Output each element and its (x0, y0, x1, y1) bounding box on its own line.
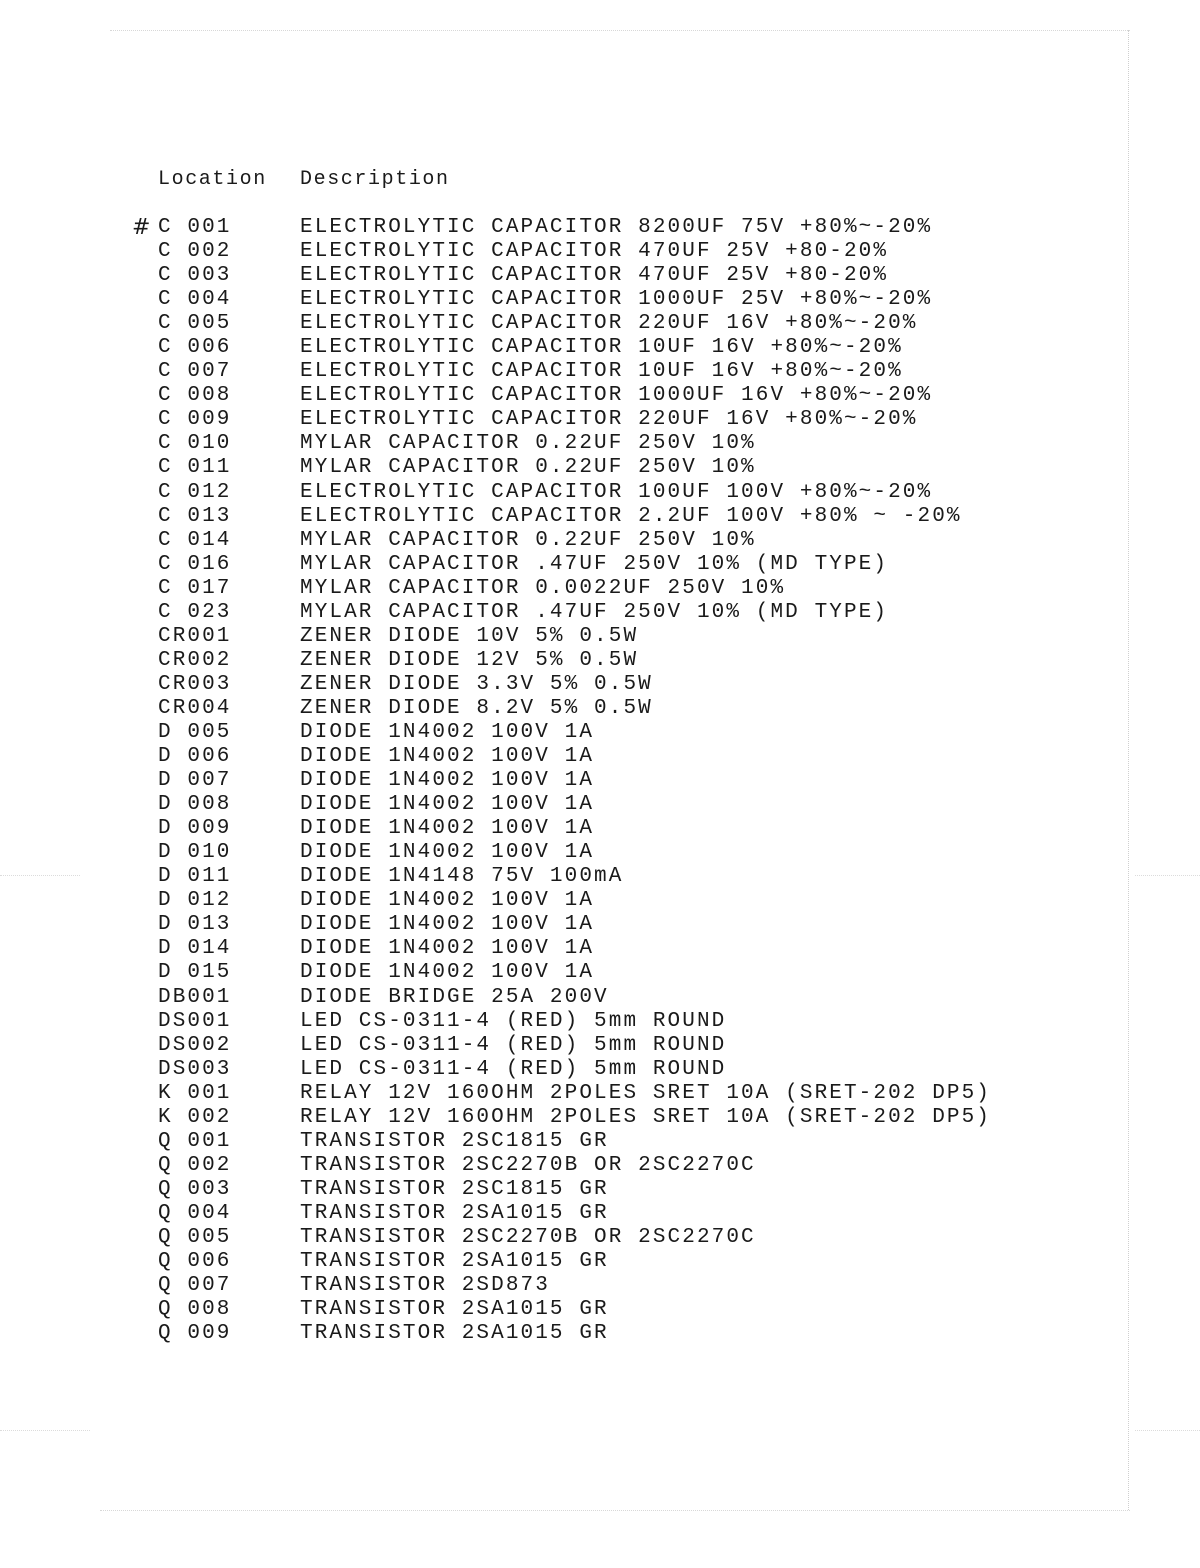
list-item (128, 649, 1128, 673)
part-location: D 010 (158, 841, 232, 865)
part-description: DIODE BRIDGE 25A 200V (300, 985, 609, 1009)
part-location: DB001 (158, 985, 232, 1009)
list-item (128, 1034, 1128, 1058)
part-location: Q 008 (158, 1298, 232, 1322)
part-location: C 010 (158, 432, 232, 456)
part-description: ELECTROLYTIC CAPACITOR 1000UF 16V +80%~-20% (300, 384, 933, 408)
scan-artifact-right (1135, 875, 1200, 876)
list-item (128, 841, 1128, 865)
part-description: ELECTROLYTIC CAPACITOR 2.2UF 100V +80% ~ -20% (300, 504, 962, 528)
part-description: MYLAR CAPACITOR 0.22UF 250V 10% (300, 432, 756, 456)
list-item (128, 769, 1128, 793)
part-description: TRANSISTOR 2SD873 (300, 1274, 550, 1298)
list-item (128, 745, 1128, 769)
scan-edge-top (110, 30, 1130, 31)
part-description: DIODE 1N4002 100V 1A (300, 793, 595, 817)
part-location: CR001 (158, 624, 232, 648)
part-location: DS002 (158, 1033, 232, 1057)
list-item (128, 793, 1128, 817)
list-item (128, 697, 1128, 721)
part-description: DIODE 1N4002 100V 1A (300, 889, 595, 913)
part-description: ELECTROLYTIC CAPACITOR 1000UF 25V +80%~-20% (300, 288, 933, 312)
part-description: DIODE 1N4002 100V 1A (300, 841, 595, 865)
part-description: ZENER DIODE 12V 5% 0.5W (300, 648, 639, 672)
list-item (128, 625, 1128, 649)
list-item (128, 1274, 1128, 1298)
part-location: D 009 (158, 817, 232, 841)
part-description: TRANSISTOR 2SC2270B OR 2SC2270C (300, 1153, 756, 1177)
part-location: Q 007 (158, 1274, 232, 1298)
part-location: CR002 (158, 648, 232, 672)
part-description: ELECTROLYTIC CAPACITOR 220UF 16V +80%~-20% (300, 408, 918, 432)
list-item (128, 1154, 1128, 1178)
scan-edge-bottom (100, 1510, 1130, 1511)
part-location: C 003 (158, 264, 232, 288)
part-location: C 016 (158, 552, 232, 576)
part-location: D 013 (158, 913, 232, 937)
scan-artifact-left (0, 1430, 90, 1431)
list-item (128, 1322, 1128, 1346)
part-description: TRANSISTOR 2SA1015 GR (300, 1322, 609, 1346)
part-description: ELECTROLYTIC CAPACITOR 10UF 16V +80%~-20% (300, 360, 903, 384)
parts-list (128, 216, 1128, 1346)
part-location: DS001 (158, 1009, 232, 1033)
part-location: Q 006 (158, 1250, 232, 1274)
part-location: C 005 (158, 312, 232, 336)
part-description: LED CS-0311-4 (RED) 5mm ROUND (300, 1009, 727, 1033)
part-location: D 011 (158, 865, 232, 889)
part-description: MYLAR CAPACITOR .47UF 250V 10% (MD TYPE) (300, 552, 889, 576)
part-location: K 001 (158, 1081, 232, 1105)
list-item (128, 360, 1128, 384)
part-description: LED CS-0311-4 (RED) 5mm ROUND (300, 1033, 727, 1057)
part-location: CR004 (158, 696, 232, 720)
part-location: Q 004 (158, 1201, 232, 1225)
part-location: C 023 (158, 600, 232, 624)
list-item (128, 312, 1128, 336)
list-item (128, 817, 1128, 841)
part-location: DS003 (158, 1057, 232, 1081)
part-location: D 008 (158, 793, 232, 817)
location-column-header: Location (158, 168, 267, 191)
list-item (128, 553, 1128, 577)
part-description: DIODE 1N4002 100V 1A (300, 769, 595, 793)
list-item (128, 1010, 1128, 1034)
list-item (128, 505, 1128, 529)
part-description: DIODE 1N4002 100V 1A (300, 913, 595, 937)
part-location: D 014 (158, 937, 232, 961)
list-item (128, 1058, 1128, 1082)
list-item (128, 986, 1128, 1010)
part-description: ZENER DIODE 8.2V 5% 0.5W (300, 696, 653, 720)
list-item (128, 721, 1128, 745)
list-item (128, 384, 1128, 408)
part-location: C 006 (158, 336, 232, 360)
part-description: ELECTROLYTIC CAPACITOR 8200UF 75V +80%~-20% (300, 216, 933, 239)
part-location: C 017 (158, 576, 232, 600)
part-description: DIODE 1N4002 100V 1A (300, 817, 595, 841)
part-description: TRANSISTOR 2SA1015 GR (300, 1250, 609, 1274)
scan-edge-right (1128, 30, 1129, 1510)
list-item (128, 432, 1128, 456)
part-location: D 007 (158, 769, 232, 793)
list-item (128, 529, 1128, 553)
list-item (128, 577, 1128, 601)
part-description: ELECTROLYTIC CAPACITOR 470UF 25V +80-20% (300, 240, 889, 264)
scan-artifact-right (1135, 1430, 1200, 1431)
part-description: DIODE 1N4002 100V 1A (300, 720, 595, 744)
list-item (128, 1250, 1128, 1274)
list-item (128, 865, 1128, 889)
part-description: MYLAR CAPACITOR 0.22UF 250V 10% (300, 528, 756, 552)
part-location: Q 001 (158, 1129, 232, 1153)
part-description: TRANSISTOR 2SA1015 GR (300, 1298, 609, 1322)
part-location: C 012 (158, 480, 232, 504)
part-location: C 002 (158, 240, 232, 264)
part-location: D 012 (158, 889, 232, 913)
list-item (128, 264, 1128, 288)
list-item (128, 240, 1128, 264)
list-item (128, 937, 1128, 961)
column-header (158, 168, 450, 194)
part-location: Q 002 (158, 1153, 232, 1177)
list-item (128, 456, 1128, 480)
list-item (128, 288, 1128, 312)
list-item (128, 913, 1128, 937)
part-description: RELAY 12V 160OHM 2POLES SRET 10A (SRET-202 DP5) (300, 1081, 991, 1105)
part-description: ZENER DIODE 3.3V 5% 0.5W (300, 672, 653, 696)
list-item (128, 673, 1128, 697)
revision-mark: # (132, 215, 151, 240)
part-location: D 005 (158, 720, 232, 744)
part-description: DIODE 1N4002 100V 1A (300, 961, 595, 985)
part-description: TRANSISTOR 2SC1815 GR (300, 1177, 609, 1201)
part-description: ELECTROLYTIC CAPACITOR 220UF 16V +80%~-20% (300, 312, 918, 336)
part-location: C 008 (158, 384, 232, 408)
part-location: C 007 (158, 360, 232, 384)
list-item (128, 481, 1128, 505)
part-description: ELECTROLYTIC CAPACITOR 100UF 100V +80%~-20% (300, 480, 933, 504)
part-location: Q 005 (158, 1225, 232, 1249)
part-location: K 002 (158, 1105, 232, 1129)
list-item (128, 1178, 1128, 1202)
part-location: C 009 (158, 408, 232, 432)
part-description: DIODE 1N4002 100V 1A (300, 937, 595, 961)
list-item (128, 1298, 1128, 1322)
part-description: TRANSISTOR 2SC1815 GR (300, 1129, 609, 1153)
list-item (128, 216, 1128, 240)
part-location: Q 003 (158, 1177, 232, 1201)
list-item (128, 1082, 1128, 1106)
list-item (128, 889, 1128, 913)
part-location: C 001 (158, 216, 232, 239)
part-description: DIODE 1N4148 75V 100mA (300, 865, 624, 889)
part-description: MYLAR CAPACITOR 0.0022UF 250V 10% (300, 576, 786, 600)
part-location: C 014 (158, 528, 232, 552)
scan-artifact-left (0, 875, 80, 876)
list-item (128, 336, 1128, 360)
part-description: DIODE 1N4002 100V 1A (300, 745, 595, 769)
list-item (128, 961, 1128, 985)
list-item (128, 1202, 1128, 1226)
part-location: C 004 (158, 288, 232, 312)
part-description: ELECTROLYTIC CAPACITOR 10UF 16V +80%~-20% (300, 336, 903, 360)
part-description: ZENER DIODE 10V 5% 0.5W (300, 624, 639, 648)
part-description: RELAY 12V 160OHM 2POLES SRET 10A (SRET-202 DP5) (300, 1105, 991, 1129)
part-location: D 015 (158, 961, 232, 985)
part-description: MYLAR CAPACITOR 0.22UF 250V 10% (300, 456, 756, 480)
list-item (128, 1106, 1128, 1130)
part-location: CR003 (158, 672, 232, 696)
part-location: C 013 (158, 504, 232, 528)
list-item (128, 1226, 1128, 1250)
list-item (128, 601, 1128, 625)
list-item (128, 408, 1128, 432)
part-description: TRANSISTOR 2SA1015 GR (300, 1201, 609, 1225)
part-description: ELECTROLYTIC CAPACITOR 470UF 25V +80-20% (300, 264, 889, 288)
part-location: D 006 (158, 745, 232, 769)
part-description: LED CS-0311-4 (RED) 5mm ROUND (300, 1057, 727, 1081)
list-item (128, 1130, 1128, 1154)
part-description: MYLAR CAPACITOR .47UF 250V 10% (MD TYPE) (300, 600, 889, 624)
part-location: C 011 (158, 456, 232, 480)
part-description: TRANSISTOR 2SC2270B OR 2SC2270C (300, 1225, 756, 1249)
description-column-header: Description (300, 168, 450, 191)
part-location: Q 009 (158, 1322, 232, 1346)
